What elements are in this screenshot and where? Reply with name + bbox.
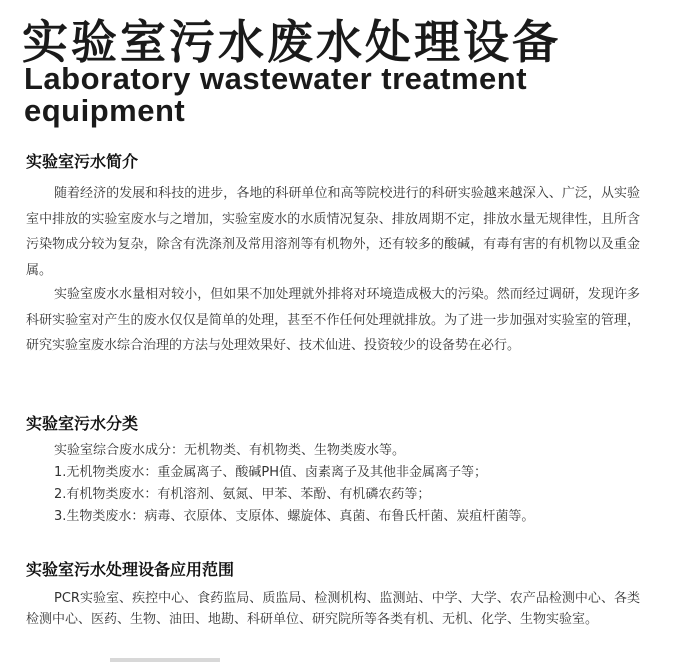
intro-paragraph-1: 随着经济的发展和科技的进步，各地的科研单位和高等院校进行的科研实验越来越深入、广泛，从实验室中排放的实验室废水与之增加，实验室废水的水质情况复杂、排放周期不定，排放水量无规律性，且所含污染物成分较为复杂，除含有洗涤剂及常用溶剂等有机物外，还有较多的酸碱，有毒有害的有机物以及重金属。 [26, 186, 640, 278]
page-title-cn: 实验室污水废水处理设备 [22, 15, 561, 69]
section-heading-intro: 实验室污水简介 [26, 152, 139, 171]
classification-line-0: 实验室综合废水成分：无机物类、有机物类、生物类废水等。 [54, 443, 406, 458]
title-en-line-1: Laboratory wastewater treatment [24, 61, 528, 96]
application-paragraph: PCR实验室、疾控中心、食药监局、质监局、检测机构、监测站、中学、大学、农产品检测中心、各类检测中心、医药、生物、油田、地勘、科研单位、研究院所等各类有机、无机、化学、生物实验室。 [26, 591, 640, 627]
title-en-line-2: equipment [24, 93, 186, 128]
page-title-en [24, 63, 527, 127]
section-heading-classification: 实验室污水分类 [26, 414, 139, 433]
classification-line-3: 3.生物类废水：病毒、衣原体、支原体、螺旋体、真菌、布鲁氏杆菌、炭疽杆菌等。 [54, 509, 535, 524]
section-heading-application: 实验室污水处理设备应用范围 [26, 560, 235, 579]
classification-line-2: 2.有机物类废水：有机溶剂、氨氮、甲苯、苯酚、有机磷农药等； [54, 487, 431, 502]
classification-line-1: 1.无机物类废水：重金属离子、酸碱PH值、卤素离子及其他非金属离子等； [54, 465, 488, 480]
intro-paragraph-2: 实验室废水水量相对较小，但如果不加处理就外排将对环境造成极大的污染。然而经过调研，发现许多科研实验室对产生的废水仅仅是简单的处理，甚至不作任何处理就排放。为了进一步加强对实验室的管理，研究实验室废水综合治理的方法与处理效果好、技术仙进、投资较少的设备势在必行。 [26, 287, 640, 353]
bottom-decor-bar [110, 658, 220, 662]
